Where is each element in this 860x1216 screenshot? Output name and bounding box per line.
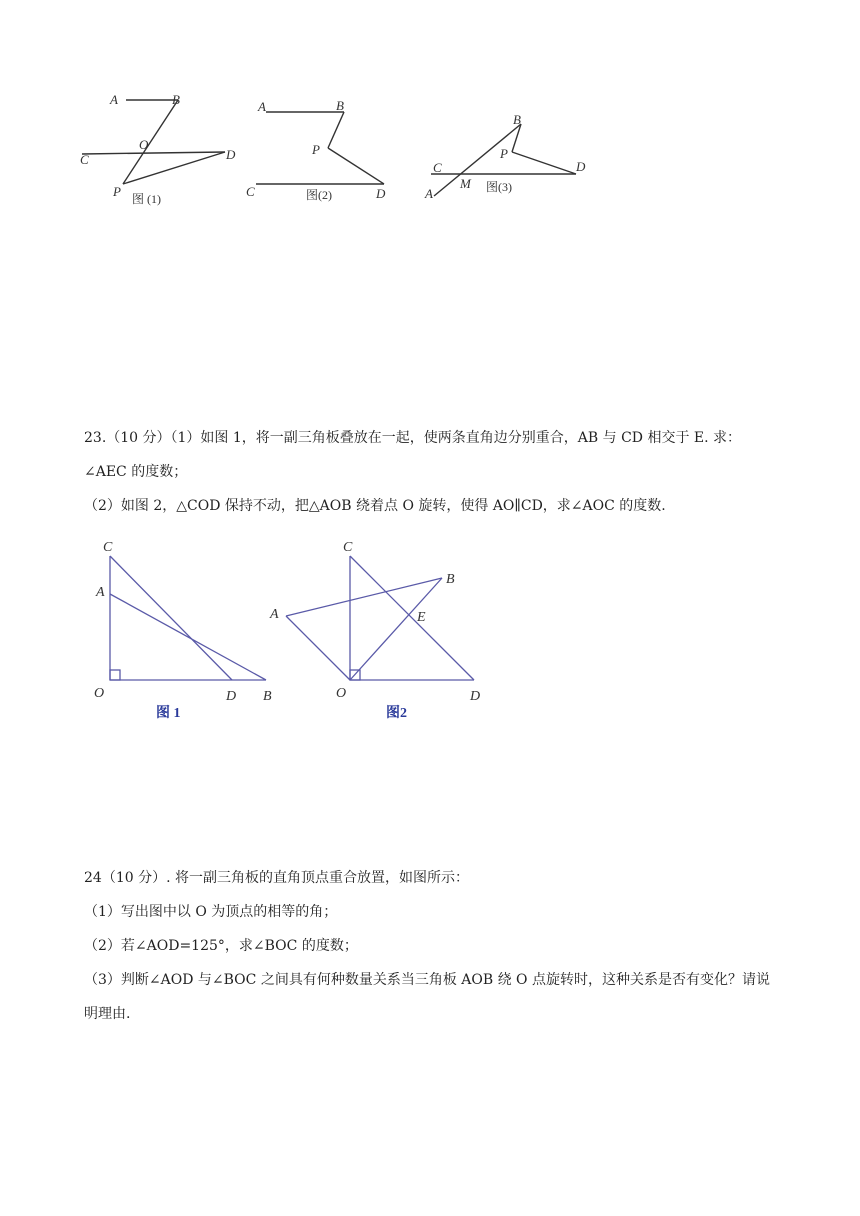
fig23-2-caption: 图2 <box>386 706 407 721</box>
fig2-label-p: P <box>312 142 320 157</box>
fig2-caption: 图(2) <box>306 188 332 202</box>
fig2-label-b: B <box>336 98 344 113</box>
fig23-1-label-d: D <box>226 689 237 704</box>
fig23-2-label-e: E <box>417 610 426 625</box>
fig3-label-d: D <box>576 159 586 174</box>
fig23-1-label-o: O <box>94 686 105 701</box>
q24-line-3: （2）若∠AOD=125°，求∠BOC 的度数； <box>84 938 358 954</box>
q23-line-1: 23.（10 分）（1）如图 1，将一副三角板叠放在一起，使两条直角边分别重合，AB 与 CD 相交于 E. 求： <box>84 430 742 446</box>
q24-line-5: 明理由. <box>84 1006 131 1022</box>
q24-line-1: 24（10 分）. 将一副三角板的直角顶点重合放置，如图所示： <box>84 870 469 886</box>
q23-figures <box>90 534 530 724</box>
fig23-1-label-a: A <box>96 585 105 600</box>
fig23-2-label-o: O <box>336 686 347 701</box>
fig1-label-o: O <box>139 137 149 152</box>
fig1-label-c: C <box>80 152 89 167</box>
fig1-label-d: D <box>226 147 236 162</box>
fig2-label-d: D <box>376 186 386 201</box>
fig1-label-b: B <box>172 92 180 107</box>
q23-line-2: ∠AEC 的度数； <box>84 464 188 480</box>
fig2-label-a: A <box>258 99 266 114</box>
fig3-label-m: M <box>460 176 471 191</box>
fig23-1-label-c: C <box>103 540 113 555</box>
fig1-label-a: A <box>110 92 118 107</box>
fig3-label-p: P <box>500 146 508 161</box>
fig3-label-b: B <box>513 112 521 127</box>
fig23-1-caption: 图 1 <box>156 706 181 721</box>
fig23-2-label-d: D <box>470 689 481 704</box>
fig23-2-label-a: A <box>270 607 279 622</box>
fig23-1-label-b: B <box>263 689 272 704</box>
q23-line-3: （2）如图 2，△COD 保持不动，把△AOB 绕着点 O 旋转，使得 AO∥CD，求∠AOC 的度数. <box>84 498 666 514</box>
fig3-label-c: C <box>433 160 442 175</box>
q24-line-2: （1）写出图中以 O 为顶点的相等的角； <box>84 904 338 920</box>
fig2-label-c: C <box>246 184 255 199</box>
top-figures <box>70 88 630 208</box>
fig1-caption: 图 (1) <box>132 192 161 206</box>
fig23-2-label-b: B <box>446 572 455 587</box>
fig3-label-a: A <box>425 186 433 201</box>
q24-line-4: （3）判断∠AOD 与∠BOC 之间具有何种数量关系当三角板 AOB 绕 O 点旋转时，这种关系是否有变化？请说 <box>84 972 770 988</box>
fig23-2-label-c: C <box>343 540 353 555</box>
fig1-label-p: P <box>113 184 121 199</box>
fig3-caption: 图(3) <box>486 180 512 194</box>
